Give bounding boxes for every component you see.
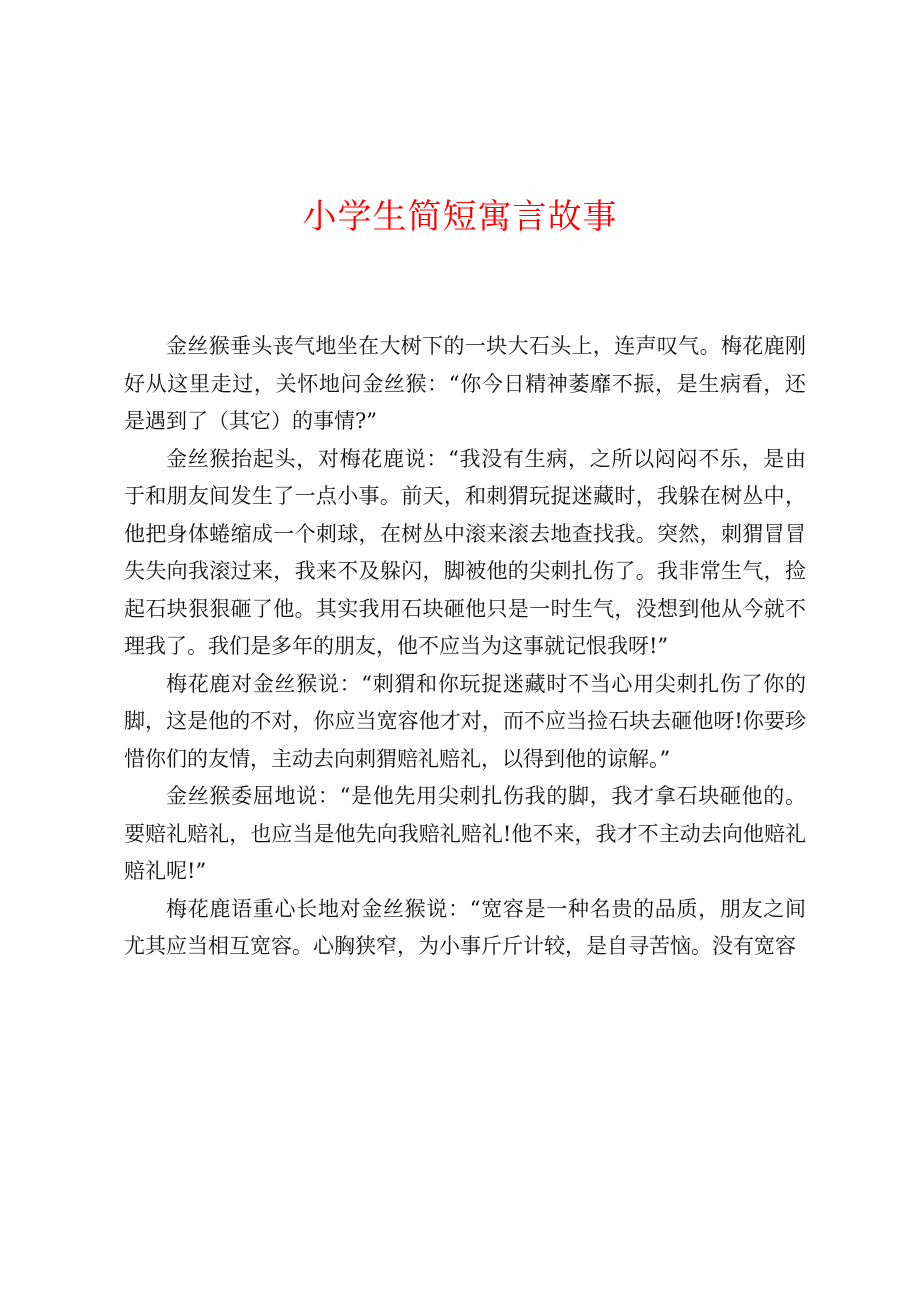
- document-body: [124, 328, 806, 966]
- paragraph: 梅花鹿对金丝猴说：“刺猬和你玩捉迷藏时不当心用尖刺扎伤了你的脚，这是他的不对，你应当宽容他才对，而不应当捡石块去砸他呀!你要珍惜你们的友情，主动去向刺猬赔礼赔礼，以得到他的谅解。”: [124, 671, 806, 771]
- paragraph: 金丝猴垂头丧气地坐在大树下的一块大石头上，连声叹气。梅花鹿刚好从这里走过，关怀地问金丝猴：“你今日精神萎靡不振，是生病看，还是遇到了（其它）的事情?”: [124, 334, 806, 433]
- paragraph: 金丝猴抬起头，对梅花鹿说：“我没有生病，之所以闷闷不乐，是由于和朋友间发生了一点小事。前天，和刺猬玩捉迷藏时，我躲在树丛中，他把身体蜷缩成一个刺球，在树丛中滚来滚去地查找我。突然，刺猬冒冒失失向我滚过来，我来不及躲闪，脚被他的尖刺扎伤了。我非常生气，捡起石块狠狠砸了他。其实我用石块砸他只是一时生气，没想到他从今就不理我了。我们是多年的朋友，他不应当为这事就记恨我呀!”: [124, 446, 806, 658]
- paragraph: 梅花鹿语重心长地对金丝猴说：“宽容是一种名贵的品质，朋友之间尤其应当相互宽容。心胸狭窄，为小事斤斤计较，是自寻苦恼。没有宽容: [124, 896, 806, 958]
- document-title: 小学生简短寓言故事: [302, 197, 618, 237]
- paragraph: 金丝猴委屈地说：“是他先用尖刺扎伤我的脚，我才拿石块砸他的。要赔礼赔礼，也应当是他先向我赔礼赔礼!他不来，我才不主动去向他赔礼赔礼呢!”: [124, 784, 806, 883]
